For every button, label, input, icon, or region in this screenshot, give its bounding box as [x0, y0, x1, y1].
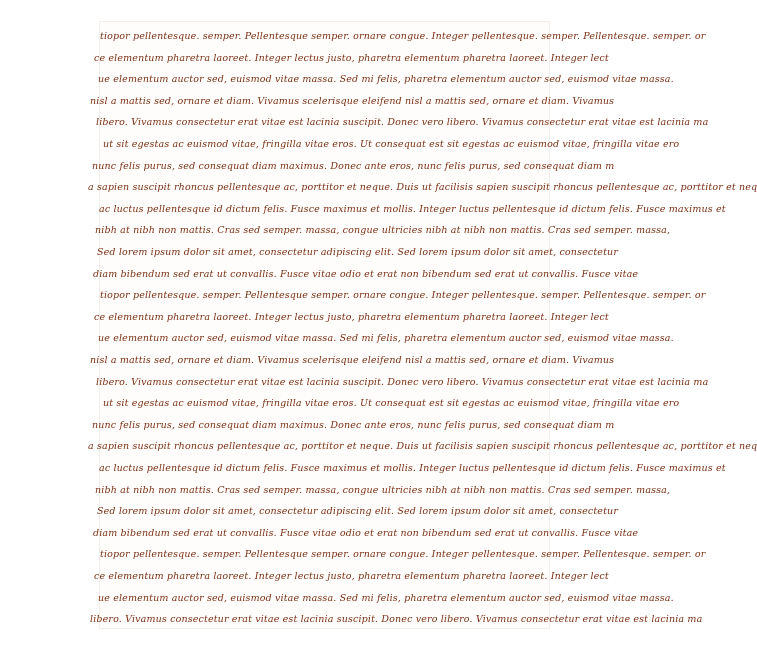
script-line-text: tiopor pellentesque. semper. Pellentesque semper. ornare congue. Integer pellentesque. semper. Pellentesque. semper. or: [100, 549, 706, 561]
script-line-text: tiopor pellentesque. semper. Pellentesque semper. ornare congue. Integer pellentesque. semper. Pellentesque. semper. or: [100, 31, 706, 42]
script-line: [97, 242, 619, 264]
script-line-text: libero. Vivamus consectetur erat vitae est lacinia suscipit. Donec vero libero. Vivamus consectetur erat vitae est lacinia ma: [96, 117, 709, 129]
script-line: [98, 328, 674, 350]
script-line-text: Sed lorem ipsum dolor sit amet, consectetur adipiscing elit. Sed lorem ipsum dolor sit amet, consectetur: [97, 506, 619, 518]
script-line: [97, 501, 619, 523]
script-line-text: nisl a mattis sed, ornare et diam. Vivamus scelerisque eleifend nisl a mattis sed, ornare et diam. Vivamus: [90, 95, 615, 107]
script-line: [100, 544, 706, 566]
script-line-text: ac luctus pellentesque id dictum felis. Fusce maximus et mollis. Integer luctus pellentesque id dictum felis. Fusce maximus et: [99, 203, 726, 215]
script-line: [100, 393, 680, 415]
script-line: [100, 26, 706, 48]
script-line: [94, 48, 609, 70]
script-line-text: ut sit egestas ac euismod vitae, fringilla vitae eros. Ut consequat est sit egestas ac euismod vitae, fringilla vitae ero: [103, 398, 680, 410]
script-line: [99, 458, 726, 480]
script-line-text: nisl a mattis sed, ornare et diam. Vivamus scelerisque eleifend nisl a mattis sed, ornare et diam. Vivamus: [90, 355, 615, 366]
script-line: [99, 199, 726, 221]
script-line-text: ut sit egestas ac euismod vitae, fringilla vitae eros. Ut consequat est sit egestas ac euismod vitae, fringilla vitae ero: [103, 139, 680, 150]
script-line: [93, 264, 639, 286]
script-line-text: diam bibendum sed erat ut convallis. Fusce vitae odio et erat non bibendum sed erat ut convallis. Fusce vitae: [93, 527, 639, 539]
script-line: [95, 220, 671, 242]
script-line-text: nunc felis purus, sed consequat diam maximus. Donec ante eros, nunc felis purus, sed consequat diam m: [92, 160, 615, 172]
script-line-text: libero. Vivamus consectetur erat vitae est lacinia suscipit. Donec vero libero. Vivamus consectetur erat vitae est lacinia ma: [96, 376, 709, 388]
script-line-text: ce elementum pharetra laoreet. Integer lectus justo, pharetra elementum pharetra laoreet. Integer lect: [94, 571, 609, 582]
script-line: [90, 609, 703, 631]
script-line: [94, 307, 609, 329]
script-line: [96, 372, 709, 394]
script-line-text: libero. Vivamus consectetur erat vitae est lacinia suscipit. Donec vero libero. Vivamus consectetur erat vitae est lacinia ma: [90, 614, 703, 626]
script-line: [88, 177, 757, 199]
script-line: [92, 156, 615, 178]
script-line-text: nibh at nibh non mattis. Cras sed semper. massa, congue ultricies nibh at nibh non mattis. Cras sed semper. massa,: [95, 225, 671, 237]
script-line: [98, 588, 674, 610]
script-line-text: ac luctus pellentesque id dictum felis. Fusce maximus et mollis. Integer luctus pellentesque id dictum felis. Fusce maximus et: [99, 463, 726, 474]
script-line: [92, 415, 615, 437]
script-line: [100, 285, 706, 307]
script-line-text: a sapien suscipit rhoncus pellentesque ac, porttitor et neque. Duis ut facilisis sapien suscipit rhoncus pellentesque ac, porttitor et neq: [88, 441, 757, 453]
script-line-text: tiopor pellentesque. semper. Pellentesque semper. ornare congue. Integer pellentesque. semper. Pellentesque. semper. or: [100, 290, 706, 302]
script-line-text: Sed lorem ipsum dolor sit amet, consectetur adipiscing elit. Sed lorem ipsum dolor sit amet, consectetur: [97, 247, 619, 258]
handwritten-script-sheet: [88, 22, 757, 628]
script-line: [96, 112, 709, 134]
script-line: [98, 69, 674, 91]
script-line: [93, 523, 639, 545]
script-line: [95, 480, 671, 502]
script-line-text: ce elementum pharetra laoreet. Integer lectus justo, pharetra elementum pharetra laoreet. Integer lect: [94, 311, 609, 323]
script-line: [100, 134, 680, 156]
script-line: [90, 91, 615, 113]
script-line-text: ue elementum auctor sed, euismod vitae massa. Sed mi felis, pharetra elementum auctor sed, euismod vitae massa.: [98, 592, 674, 604]
script-line-text: ue elementum auctor sed, euismod vitae massa. Sed mi felis, pharetra elementum auctor sed, euismod vitae massa.: [98, 74, 674, 86]
script-line-text: ue elementum auctor sed, euismod vitae massa. Sed mi felis, pharetra elementum auctor sed, euismod vitae massa.: [98, 333, 674, 345]
script-line-text: nunc felis purus, sed consequat diam maximus. Donec ante eros, nunc felis purus, sed consequat diam m: [92, 419, 615, 431]
script-line: [88, 436, 757, 458]
script-line: [94, 566, 609, 588]
script-line-text: a sapien suscipit rhoncus pellentesque ac, porttitor et neque. Duis ut facilisis sapien suscipit rhoncus pellentesque ac, porttitor et neq: [88, 182, 757, 194]
script-line-text: diam bibendum sed erat ut convallis. Fusce vitae odio et erat non bibendum sed erat ut convallis. Fusce vitae: [93, 268, 639, 280]
script-line-text: nibh at nibh non mattis. Cras sed semper. massa, congue ultricies nibh at nibh non mattis. Cras sed semper. massa,: [95, 484, 671, 496]
script-line-text: ce elementum pharetra laoreet. Integer lectus justo, pharetra elementum pharetra laoreet. Integer lect: [94, 52, 609, 64]
script-line: [90, 350, 615, 372]
